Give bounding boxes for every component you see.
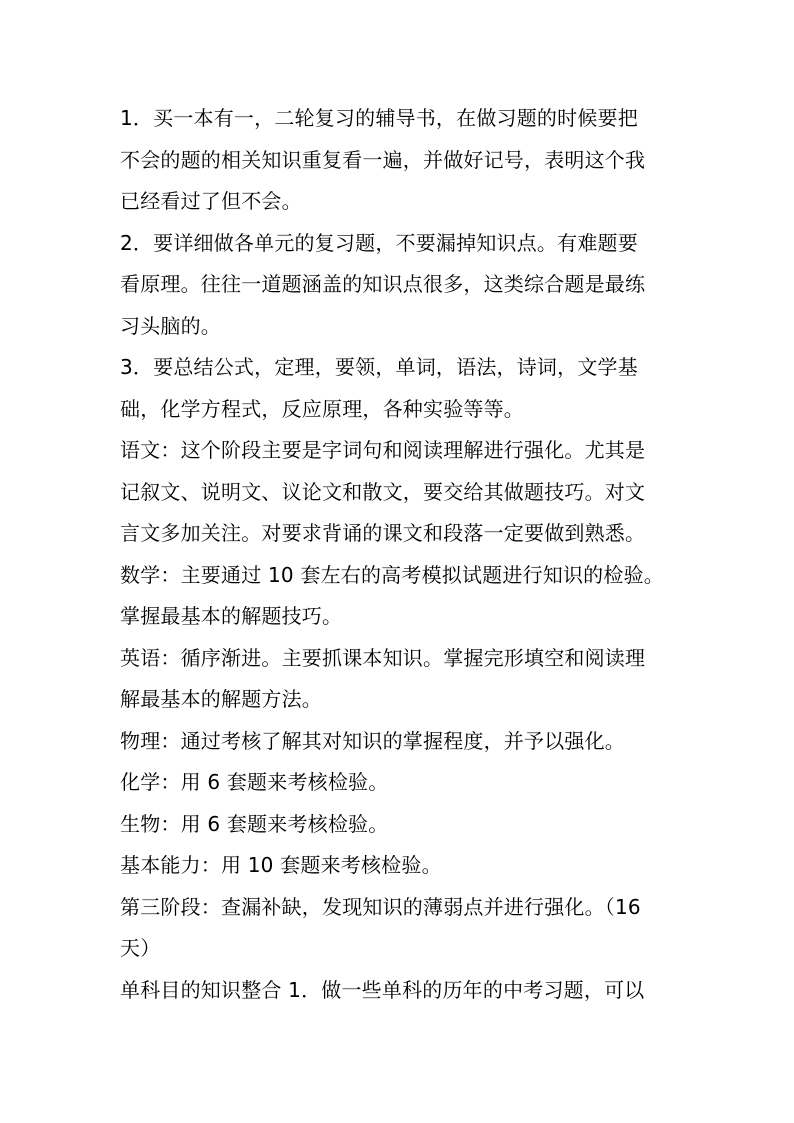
text-line: 习头脑的。 bbox=[120, 313, 221, 338]
text-line: 看原理。往往一道题涵盖的知识点很多，这类综合题是最练 bbox=[120, 272, 646, 296]
text-line: 记叙文、说明文、议论文和散文，要交给其做题技巧。对文 bbox=[120, 479, 646, 504]
text-line: 已经看过了但不会。 bbox=[120, 189, 302, 213]
text-line: 物理：通过考核了解其对知识的掌握程度，并予以强化。 bbox=[120, 728, 625, 753]
text-line: 2．要详细做各单元的复习题，不要漏掉知识点。有难题要 bbox=[120, 230, 638, 255]
document-body bbox=[120, 98, 690, 1011]
text-line: 单科目的知识整合 1．做一些单科的历年的中考习题，可以 bbox=[120, 977, 645, 1002]
text-line: 英语：循序渐进。主要抓课本知识。掌握完形填空和阅读理 bbox=[120, 645, 646, 670]
text-line: 础，化学方程式，反应原理，各种实验等等。 bbox=[120, 396, 524, 421]
text-line: 数学：主要通过 10 套左右的高考模拟试题进行知识的检验。 bbox=[120, 562, 664, 587]
text-line: 第三阶段：查漏补缺，发现知识的薄弱点并进行强化。（16 bbox=[120, 894, 641, 919]
text-line: 1．买一本有一，二轮复习的辅导书，在做习题的时候要把 bbox=[120, 106, 638, 130]
text-line: 言文多加关注。对要求背诵的课文和段落一定要做到熟悉。 bbox=[120, 521, 646, 545]
text-line: 语文：这个阶段主要是字词句和阅读理解进行强化。尤其是 bbox=[120, 438, 646, 462]
text-line: 基本能力：用 10 套题来考核检验。 bbox=[120, 853, 442, 877]
text-line: 不会的题的相关知识重复看一遍，并做好记号，表明这个我 bbox=[120, 147, 646, 172]
text-line: 解最基本的解题方法。 bbox=[120, 687, 322, 711]
text-line: 化学：用 6 套题来考核检验。 bbox=[120, 770, 389, 794]
text-line: 3．要总结公式，定理，要领，单词，语法，诗词，文学基 bbox=[120, 355, 638, 379]
text-line: 掌握最基本的解题技巧。 bbox=[120, 604, 343, 628]
text-line: 生物：用 6 套题来考核检验。 bbox=[120, 811, 389, 836]
text-line: 天） bbox=[120, 936, 161, 960]
